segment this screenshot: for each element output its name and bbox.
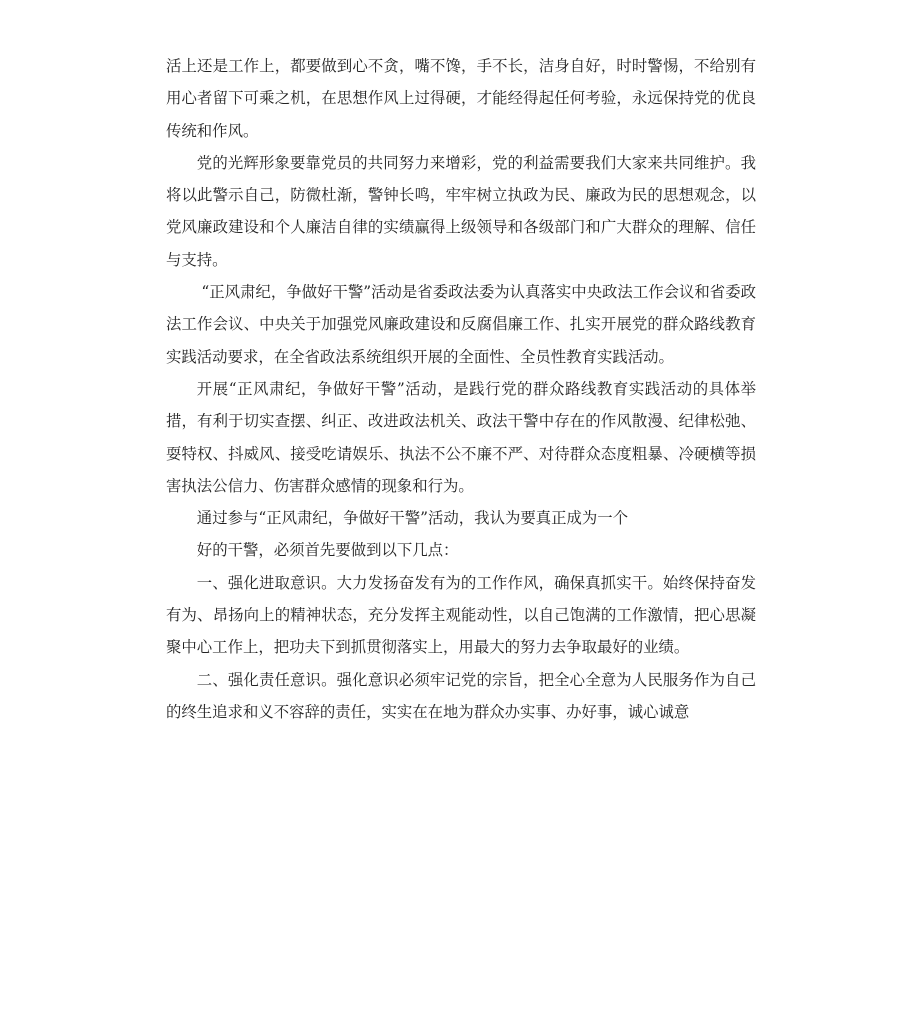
paragraph-requirements-lead: 好的干警，必须首先要做到以下几点： xyxy=(196,541,459,560)
paragraph-campaign-intro: “正风肃纪，争做好干警”活动是省委政法委为认真落实中央政法工作会议和省委政法工作会议、中央关于加强党风廉政建设和反腐倡廉工作、扎实开展党的群众路线教育实践活动要求，在全省政法系统组织开展的全面性、全员性教育实践活动。 xyxy=(166,283,756,366)
paragraph-point-two: 二、强化责任意识。强化意识必须牢记党的宗旨，把全心全意为人民服务作为自己的终生追求和义不容辞的责任，实实在在地为群众办实事、办好事，诚心诚意 xyxy=(166,670,756,721)
paragraph-party-image: 党的光辉形象要靠党员的共同努力来增彩，党的利益需要我们大家来共同维护。我将以此警示自己，防微杜渐，警钟长鸣，牢牢树立执政为民、廉政为民的思想观念，以党风廉政建设和个人廉洁自律的实绩赢得上级领导和各级部门和广大群众的理解、信任与支持。 xyxy=(166,153,756,269)
paragraph-campaign-purpose: 开展“正风肃纪，争做好干警”活动，是践行党的群众路线教育实践活动的具体举措，有利于切实查摆、纠正、改进政法机关、政法干警中存在的作风散漫、纪律松弛、耍特权、抖威风、接受吃请娱乐、执法不公不廉不严、对待群众态度粗暴、冷硬横等损害执法公信力、伤害群众感情的现象和行为。 xyxy=(166,379,756,495)
paragraph-integrity-conduct: 活上还是工作上，都要做到心不贪，嘴不馋，手不长，洁身自好，时时警惕，不给别有用心者留下可乘之机，在思想作风上过得硬，才能经得起任何考验，永远保持党的优良传统和作风。 xyxy=(166,57,756,140)
paragraph-point-one: 一、强化进取意识。大力发扬奋发有为的工作作风，确保真抓实干。始终保持奋发有为、昂扬向上的精神状态，充分发挥主观能动性，以自己饱满的工作激情，把心思凝聚中心工作上，把功夫下到抓贯彻落实上，用最大的努力去争取最好的业绩。 xyxy=(166,573,756,657)
paragraph-participation: 通过参与“正风肃纪，争做好干警”活动，我认为要真正成为一个 xyxy=(196,509,629,528)
document-body xyxy=(166,50,756,728)
